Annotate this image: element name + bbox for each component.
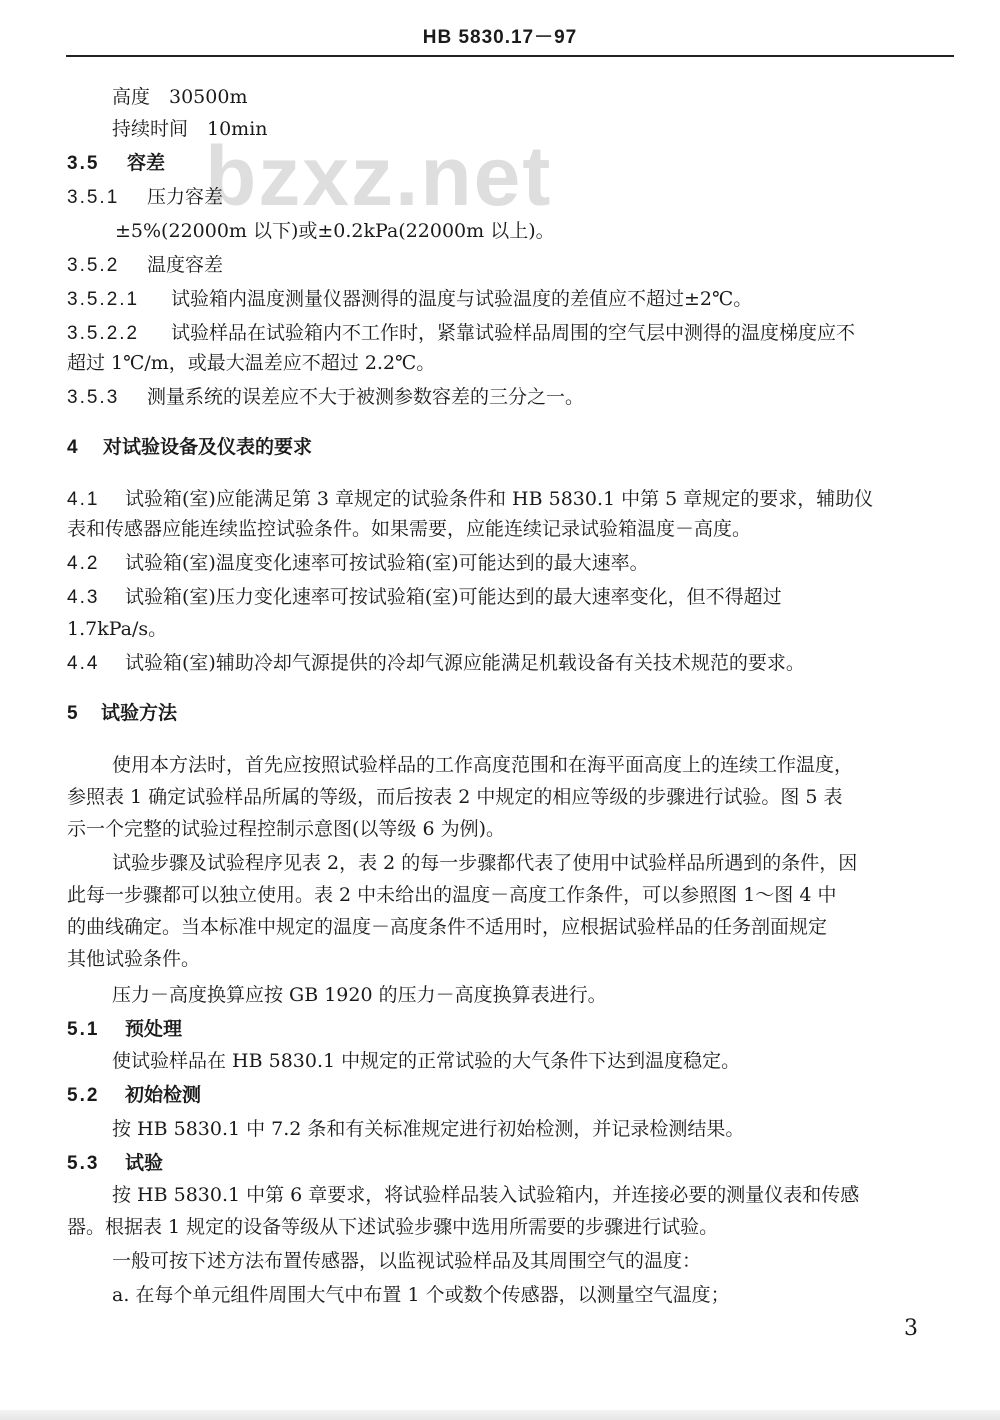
altitude-line: 高度 30500m <box>112 86 248 108</box>
paragraph-line: 一般可按下述方法布置传感器，以监视试验样品及其周围空气的温度： <box>112 1250 702 1272</box>
paragraph-line: 器。根据表 1 规定的设备等级从下述试验步骤中选用所需要的步骤进行试验。 <box>67 1216 719 1238</box>
clause-3-5-3 <box>67 384 584 411</box>
paragraph-line: 此每一步骤都可以独立使用。表 2 中未给出的温度－高度工作条件，可以参照图 1～图 4 中 <box>67 884 837 906</box>
watermark: bzxz.net <box>205 129 553 223</box>
paragraph-line: 的曲线确定。当本标准中规定的温度－高度条件不适用时，应根据试验样品的任务剖面规定 <box>67 916 828 938</box>
clause-text: 试验箱(室)温度变化速率可按试验箱(室)可能达到的最大速率。 <box>125 552 649 574</box>
section-title: 试验 <box>125 1152 164 1174</box>
paragraph-line: 使用本方法时，首先应按照试验样品的工作高度范围和在海平面高度上的连续工作温度， <box>112 754 854 776</box>
section-5-2-heading <box>67 1082 201 1109</box>
section-title: 压力容差 <box>147 186 224 208</box>
clause-3-5-2-2-continued: 超过 1℃/m，或最大温差应不超过 2.2℃。 <box>67 352 436 374</box>
duration-line: 持续时间 10min <box>112 118 268 140</box>
section-5-1-text: 使试验样品在 HB 5830.1 中规定的正常试验的大气条件下达到温度稳定。 <box>112 1050 741 1072</box>
header-rule <box>66 55 954 57</box>
section-5-1-heading <box>67 1016 182 1043</box>
clause-number: 3.5.2.2 <box>67 323 140 344</box>
clause-number: 4.4 <box>67 653 100 674</box>
section-3-5-2-heading <box>67 252 223 279</box>
section-number: 3.5.1 <box>67 187 120 208</box>
clause-number: 3.5.3 <box>67 387 120 408</box>
paragraph-line: 示一个完整的试验过程控制示意图(以等级 6 为例)。 <box>67 818 505 840</box>
document-code-header: HB 5830.17－97 <box>422 27 578 48</box>
section-3-5-heading <box>67 150 165 177</box>
section-title: 温度容差 <box>147 254 224 276</box>
clause-4-4 <box>67 650 805 677</box>
section-title: 初始检测 <box>125 1084 202 1106</box>
section-5-2-text: 按 HB 5830.1 中 7.2 条和有关标准规定进行初始检测，并记录检测结果。 <box>112 1118 745 1140</box>
paragraph-line: 参照表 1 确定试验样品所属的等级，而后按表 2 中规定的相应等级的步骤进行试验。图 5 表 <box>67 786 843 808</box>
paragraph-line: 压力－高度换算应按 GB 1920 的压力－高度换算表进行。 <box>112 984 607 1006</box>
clause-number: 4.3 <box>67 587 100 608</box>
clause-text: 试验箱(室)辅助冷却气源提供的冷却气源应能满足机载设备有关技术规范的要求。 <box>125 652 805 674</box>
page-number: 3 <box>904 1316 918 1341</box>
section-number: 5.3 <box>67 1153 100 1174</box>
paragraph-line: 按 HB 5830.1 中第 6 章要求，将试验样品装入试验箱内，并连接必要的测量仪表和传感 <box>112 1184 860 1206</box>
clause-text: 试验箱内温度测量仪器测得的温度与试验温度的差值应不超过±2℃。 <box>171 288 753 310</box>
section-number: 5.1 <box>67 1019 100 1040</box>
chapter-4-heading <box>67 434 312 461</box>
chapter-title: 对试验设备及仪表的要求 <box>103 436 313 458</box>
section-number: 5.2 <box>67 1085 100 1106</box>
clause-text: 测量系统的误差应不大于被测参数容差的三分之一。 <box>147 386 585 408</box>
section-number: 3.5 <box>67 153 100 174</box>
clause-3-5-2-2 <box>67 320 855 347</box>
chapter-number: 4 <box>67 437 80 458</box>
clause-4-3 <box>67 584 782 611</box>
section-5-3-heading <box>67 1150 163 1177</box>
section-number: 3.5.2 <box>67 255 120 276</box>
clause-3-5-2-1 <box>67 286 752 313</box>
clause-4-2 <box>67 550 649 577</box>
chapter-title: 试验方法 <box>101 702 178 724</box>
pressure-tolerance-text: ±5%(22000m 以下)或±0.2kPa(22000m 以上)。 <box>115 220 555 242</box>
clause-text: 试验样品在试验箱内不工作时，紧靠试验样品周围的空气层中测得的温度梯度应不 <box>171 322 856 344</box>
clause-text: 试验箱(室)应能满足第 3 章规定的试验条件和 HB 5830.1 中第 5 章规定的要求，辅助仪 <box>125 488 874 510</box>
chapter-number: 5 <box>67 703 80 724</box>
page-bottom-edge <box>0 1410 1000 1420</box>
clause-number: 4.2 <box>67 553 100 574</box>
section-3-5-1-heading <box>67 184 223 211</box>
clause-4-1-continued: 表和传感器应能连续监控试验条件。如果需要，应能连续记录试验箱温度－高度。 <box>67 518 752 540</box>
chapter-5-heading <box>67 700 177 727</box>
clause-text: 试验箱(室)压力变化速率可按试验箱(室)可能达到的最大速率变化，但不得超过 <box>125 586 782 608</box>
clause-4-3-continued: 1.7kPa/s。 <box>67 618 168 640</box>
section-title: 容差 <box>127 152 166 174</box>
paragraph-line: 其他试验条件。 <box>67 948 201 970</box>
paragraph-line: 试验步骤及试验程序见表 2，表 2 的每一步骤都代表了使用中试验样品所遇到的条件，因 <box>112 852 858 874</box>
clause-number: 4.1 <box>67 489 100 510</box>
clause-number: 3.5.2.1 <box>67 289 140 310</box>
clause-4-1 <box>67 486 873 513</box>
list-item-a: a. 在每个单元组件周围大气中布置 1 个或数个传感器，以测量空气温度； <box>112 1284 730 1306</box>
section-title: 预处理 <box>125 1018 183 1040</box>
